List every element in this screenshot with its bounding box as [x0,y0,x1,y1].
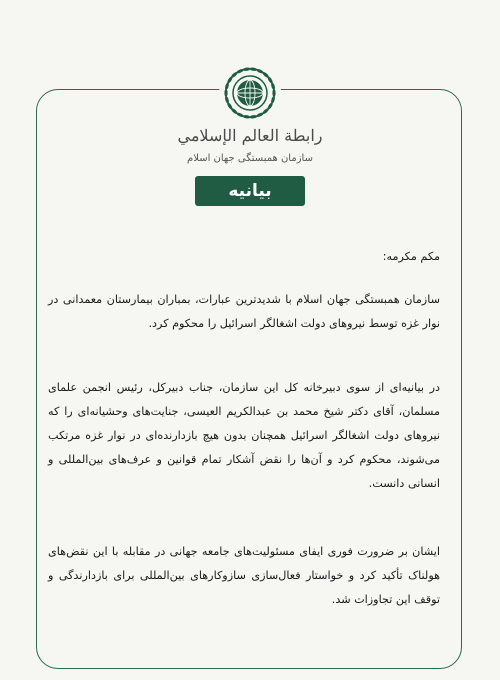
paragraph-1: سازمان همبستگی جهان اسلام با شدیدترین عبارات، بمباران بیمارستان معمدانی در نوار غزه توسط نیروهای دولت اشغالگر اسرائیل را محکوم کرد. [48,293,440,330]
laurel-leaf [224,89,227,97]
statement-title-banner: بیانیه [195,176,305,206]
laurel-leaf [242,67,250,71]
paragraph-2: در بیانیه‌ای از سوی دبیرخانه کل این سازمان، جناب دبیرکل، رئیس انجمن علمای مسلمان، آقای دکتر شیخ محمد بن عبدالکریم العیسی، جنایت‌های وحشیانه‌ای را که نیروهای دولت اشغالگر اسرائیل همچنان بدون هیچ بازدارنده‌ای در نوار غزه مرتکب می‌شوند، محکوم کرد و آن‌ها را نقض آشکار تمام قوانین و عرف‌های بین‌المللی و انسانی دانست. [48,381,440,490]
org-name-persian: سازمان همبستگی جهان اسلام [187,153,313,164]
salutation: مکم مکرمه: [382,250,440,263]
laurel-leaf [249,115,257,119]
laurel-leaf [242,115,250,119]
laurel-leaf [249,67,257,71]
globe-emblem-icon [219,62,281,124]
laurel-leaf [272,89,275,97]
org-name-arabic: رابطة العالم الإسلامي [177,126,323,145]
paragraph-3: ایشان بر ضرورت فوری ایفای مسئولیت‌های جامعه جهانی در مقابله با این نقض‌های هولناک تأکید کرد و خواستار فعال‌سازی سازوکارهای بین‌المللی برای بازدارندگی و توقف این تجاوزات شد. [48,545,440,606]
